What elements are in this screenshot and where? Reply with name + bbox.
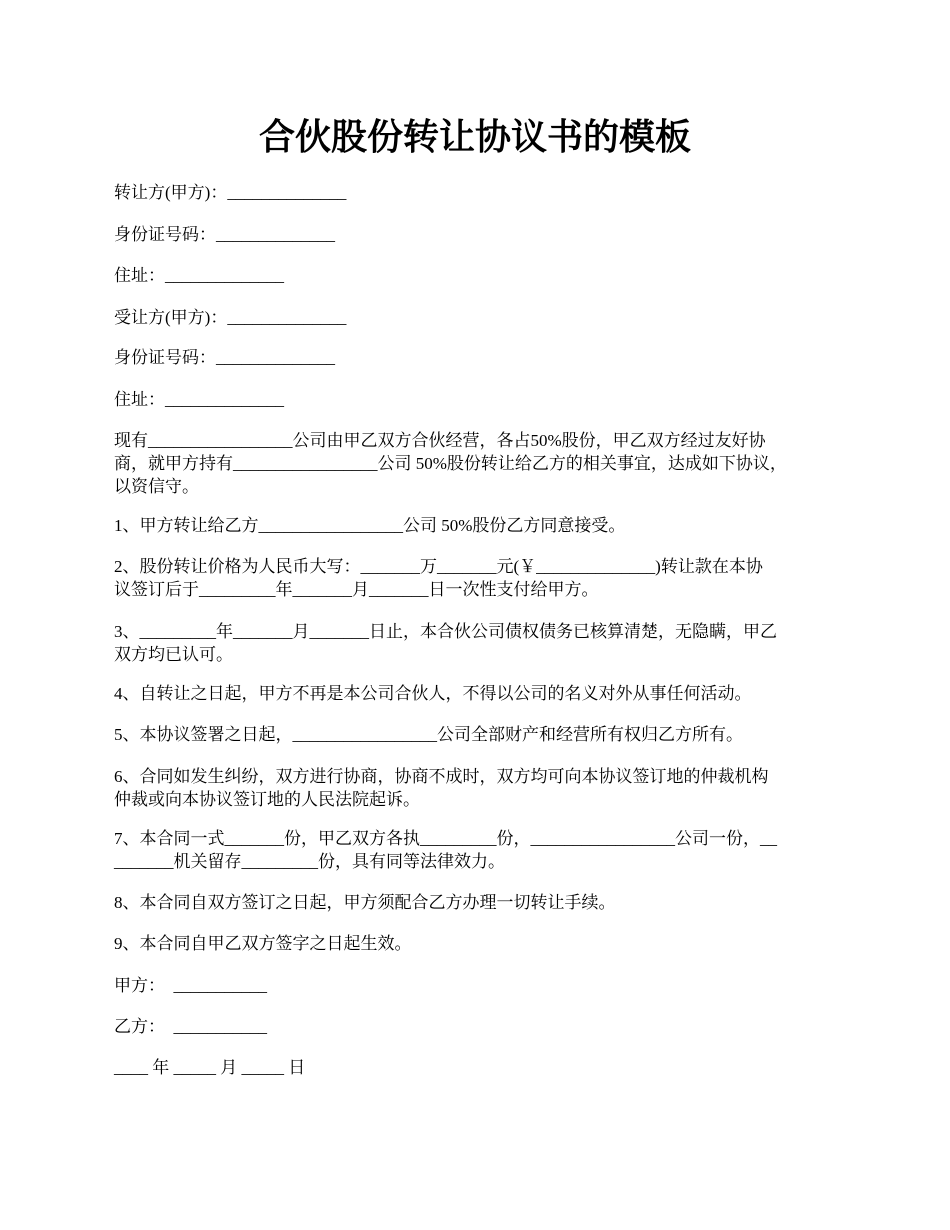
clause-8: 8、本合同自双方签订之日起，甲方须配合乙方办理一切转让手续。 [114,893,616,912]
signing-date: ____ 年 _____ 月 _____ 日 [114,1058,306,1077]
party-b-signature: 乙方： ___________ [114,1017,267,1036]
clause-2-line: 议签订后于_________年_______月_______日一次性支付给甲方。 [114,580,599,599]
clause-2-line: 2、股份转让价格为人民币大写：_______万_______元(￥______________)转让款在本协 [114,557,763,576]
intro-paragraph-line: 商，就甲方持有_________________公司 50%股份转让给乙方的相关事宜，达成如下协议， [114,454,787,473]
clause-4: 4、自转让之日起，甲方不再是本公司合伙人，不得以公司的名义对外从事任何活动。 [114,684,752,703]
clause-1: 1、甲方转让给乙方_________________公司 50%股份乙方同意接受。 [114,516,626,535]
clause-5: 5、本协议签署之日起，_________________公司全部财产和经营所有权归乙方所有。 [114,725,743,744]
clause-9: 9、本合同自甲乙双方签字之日起生效。 [114,934,412,953]
transferor-id-field: 身份证号码：______________ [114,225,335,244]
clause-7-line: 7、本合同一式_______份，甲乙双方各执_________份，_________________公司一份，__ [114,829,777,848]
transferee-field: 受让方(甲方)：______________ [114,308,347,327]
document-title: 合伙股份转让协议书的模板 [258,117,691,157]
transferee-address-field: 住址：______________ [114,390,284,409]
clause-7-line: _______机关留存_________份，具有同等法律效力。 [114,852,505,871]
transferor-address-field: 住址：______________ [114,266,284,285]
clause-3-line: 3、_________年_______月_______日止，本合伙公司债权债务已核算清楚，无隐瞒，甲乙 [114,622,777,641]
party-a-signature: 甲方： ___________ [114,976,267,995]
clause-3-line: 双方均已认可。 [114,645,233,664]
transferor-field: 转让方(甲方)：______________ [114,183,347,202]
clause-6-line: 仲裁或向本协议签订地的人民法院起诉。 [114,790,420,809]
intro-paragraph-line: 现有_________________公司由甲乙双方合伙经营，各占50%股份，甲乙双方经过友好协 [114,431,766,450]
clause-6-line: 6、合同如发生纠纷，双方进行协商，协商不成时，双方均可向本协议签订地的仲裁机构 [114,767,769,786]
transferee-id-field: 身份证号码：______________ [114,348,335,367]
intro-paragraph-line: 以资信守。 [114,477,199,496]
